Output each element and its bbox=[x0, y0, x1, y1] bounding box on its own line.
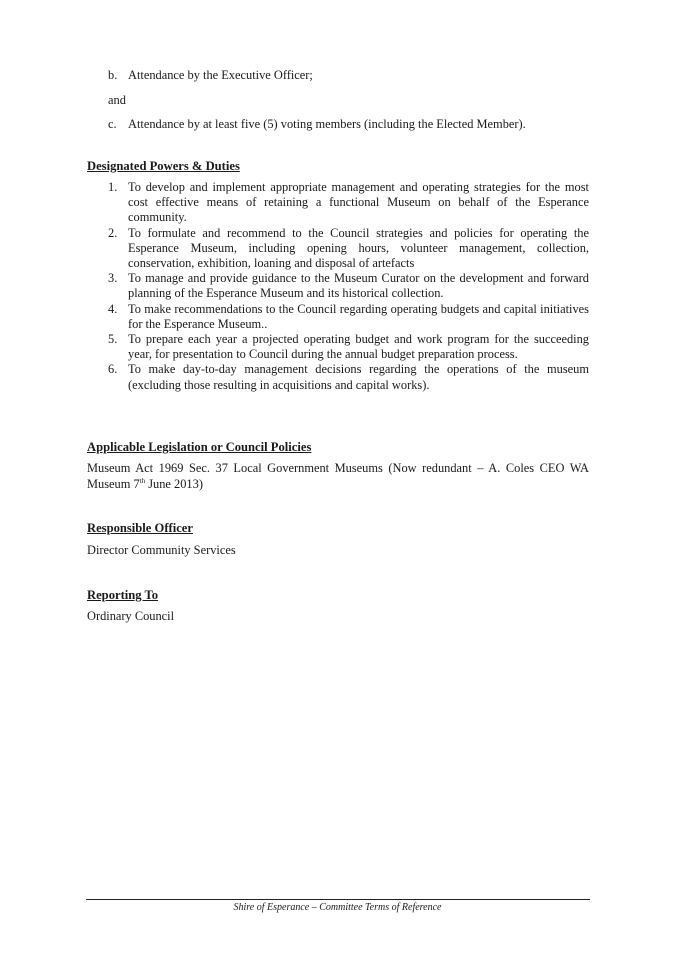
duty-number: 2. bbox=[108, 225, 118, 240]
duty-number: 4. bbox=[108, 301, 118, 316]
legislation-text-end: June 2013) bbox=[145, 476, 203, 491]
reporting-to-heading: Reporting To bbox=[87, 588, 159, 602]
condition-marker: b. bbox=[108, 68, 118, 82]
duty-number: 3. bbox=[108, 271, 118, 286]
condition-text: Attendance by the Executive Officer; bbox=[128, 68, 313, 82]
condition-marker: c. bbox=[108, 117, 117, 131]
duty-item bbox=[108, 271, 589, 301]
responsible-officer-heading: Responsible Officer bbox=[87, 521, 193, 535]
duty-text: To manage and provide guidance to the Museum Curator on the development and forward planning of the Esperance Museum and its historical collection. bbox=[128, 271, 589, 301]
duty-text: To formulate and recommend to the Council strategies and policies for operating the Esperance Museum, including opening hours, volunteer management, collection, conservation, exhibition, loaning and disposal of artefacts bbox=[128, 225, 589, 271]
page-footer: Shire of Esperance – Committee Terms of Reference bbox=[233, 902, 442, 913]
legislation-text bbox=[87, 461, 589, 492]
duty-text: To develop and implement appropriate management and operating strategies for the most cost effective means of retaining a functional Museum on behalf of the Esperance community. bbox=[128, 180, 589, 225]
duty-number: 5. bbox=[108, 332, 118, 347]
duty-text: To make day-to-day management decisions regarding the operations of the museum (excluding those resulting in acquisitions and capital works). bbox=[128, 362, 589, 392]
legislation-heading: Applicable Legislation or Council Policies bbox=[87, 440, 312, 454]
duty-number: 1. bbox=[108, 180, 118, 194]
responsible-officer-value: Director Community Services bbox=[87, 543, 236, 557]
duty-text: To make recommendations to the Council regarding operating budgets and capital initiatives for the Esperance Museum.. bbox=[128, 301, 589, 331]
legislation-superscript: th bbox=[139, 476, 146, 485]
reporting-to-value: Ordinary Council bbox=[87, 609, 175, 623]
duty-item bbox=[108, 332, 589, 362]
duties-list bbox=[108, 180, 589, 393]
duty-item bbox=[108, 302, 589, 332]
legislation-text-main: Museum Act 1969 Sec. 37 Local Government Museums (Now redundant – A. Coles CEO WA Museum 7 bbox=[87, 461, 589, 491]
condition-item-b bbox=[108, 68, 313, 83]
duty-item bbox=[108, 362, 589, 392]
footer-divider bbox=[86, 899, 590, 900]
and-connector: and bbox=[108, 93, 126, 107]
duty-item bbox=[108, 180, 589, 226]
condition-item-c bbox=[108, 117, 526, 132]
duty-number: 6. bbox=[108, 362, 118, 377]
powers-heading: Designated Powers & Duties bbox=[87, 159, 240, 173]
condition-text: Attendance by at least five (5) voting members (including the Elected Member). bbox=[128, 117, 526, 131]
duty-item bbox=[108, 226, 589, 272]
duty-text: To prepare each year a projected operating budget and work program for the succeeding year, for presentation to Council during the annual budget preparation process. bbox=[128, 332, 589, 362]
